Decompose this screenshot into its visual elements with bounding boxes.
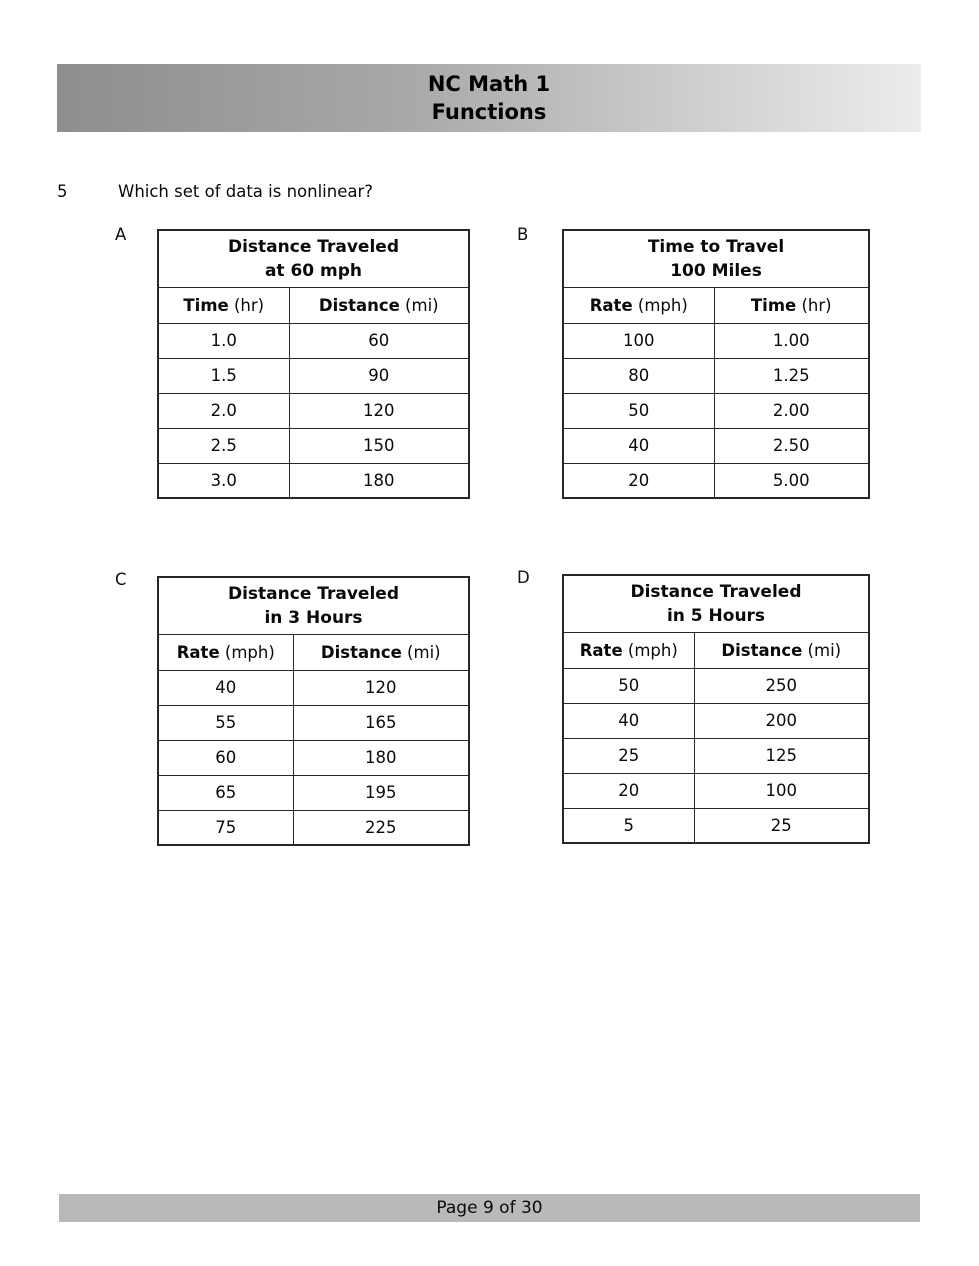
cell: 25 <box>563 738 694 773</box>
col-unit: (hr) <box>228 295 265 315</box>
cell: 2.00 <box>714 393 869 428</box>
header-title-line2: Functions <box>431 100 547 124</box>
option-label-d: D <box>517 568 530 587</box>
table-d-col1-header <box>563 632 694 668</box>
cell: 195 <box>293 775 469 810</box>
table-d-title-line1: Distance Traveled <box>630 581 802 602</box>
col-name: Rate <box>579 640 623 660</box>
cell: 40 <box>158 670 293 705</box>
table-row <box>563 808 869 843</box>
table-row <box>158 358 469 393</box>
cell: 1.00 <box>714 323 869 358</box>
cell: 100 <box>563 323 714 358</box>
table-row <box>158 670 469 705</box>
cell: 200 <box>694 703 869 738</box>
table-row <box>158 740 469 775</box>
cell: 20 <box>563 773 694 808</box>
option-label-b: B <box>517 225 529 244</box>
table-a-title-line1: Distance Traveled <box>227 236 399 257</box>
cell: 180 <box>293 740 469 775</box>
option-c-table <box>157 576 470 846</box>
footer-banner <box>59 1194 920 1222</box>
cell: 25 <box>694 808 869 843</box>
table-row <box>563 463 869 498</box>
header-banner <box>57 64 921 132</box>
table-a-col1-header <box>158 287 289 323</box>
header-title-line1: NC Math 1 <box>427 72 551 96</box>
table-b-col2-header <box>714 287 869 323</box>
col-name: Rate <box>176 642 220 662</box>
col-name: Distance <box>320 642 402 662</box>
col-unit: (mph) <box>219 642 275 662</box>
cell: 3.0 <box>158 463 289 498</box>
cell: 1.25 <box>714 358 869 393</box>
cell: 1.5 <box>158 358 289 393</box>
table-c-title-line2: in 3 Hours <box>264 607 363 628</box>
table-b-title <box>563 230 869 287</box>
cell: 120 <box>289 393 469 428</box>
cell: 80 <box>563 358 714 393</box>
cell: 55 <box>158 705 293 740</box>
cell: 165 <box>293 705 469 740</box>
col-unit: (hr) <box>796 295 832 315</box>
cell: 5 <box>563 808 694 843</box>
cell: 65 <box>158 775 293 810</box>
table-row <box>158 705 469 740</box>
cell: 2.0 <box>158 393 289 428</box>
cell: 225 <box>293 810 469 845</box>
table-d-col2-header <box>694 632 869 668</box>
cell: 250 <box>694 668 869 703</box>
col-unit: (mph) <box>622 640 678 660</box>
option-label-a: A <box>115 225 127 244</box>
cell: 20 <box>563 463 714 498</box>
table-d-title-line2: in 5 Hours <box>666 605 766 626</box>
cell: 150 <box>289 428 469 463</box>
cell: 50 <box>563 393 714 428</box>
table-row <box>563 668 869 703</box>
col-name: Time <box>750 295 797 315</box>
option-d-table <box>562 574 870 844</box>
cell: 40 <box>563 703 694 738</box>
table-row <box>563 323 869 358</box>
col-name: Time <box>183 295 229 315</box>
table-row <box>158 810 469 845</box>
option-a-table <box>157 229 470 499</box>
cell: 75 <box>158 810 293 845</box>
table-row <box>158 393 469 428</box>
cell: 60 <box>158 740 293 775</box>
col-unit: (mi) <box>401 642 441 662</box>
cell: 180 <box>289 463 469 498</box>
cell: 100 <box>694 773 869 808</box>
table-row <box>563 393 869 428</box>
cell: 2.5 <box>158 428 289 463</box>
cell: 1.0 <box>158 323 289 358</box>
page-indicator: Page 9 of 30 <box>436 1198 543 1218</box>
col-name: Rate <box>589 295 633 315</box>
table-row <box>563 738 869 773</box>
table-b-col1-header <box>563 287 714 323</box>
question-number: 5 <box>57 182 68 201</box>
col-unit: (mph) <box>632 295 688 315</box>
cell: 40 <box>563 428 714 463</box>
option-b-table <box>562 229 870 499</box>
option-label-c: C <box>115 570 127 589</box>
table-c-title <box>158 577 469 634</box>
question-text: Which set of data is nonlinear? <box>118 182 374 201</box>
table-row <box>563 428 869 463</box>
table-c-col2-header <box>293 634 469 670</box>
cell: 50 <box>563 668 694 703</box>
table-row <box>158 463 469 498</box>
table-a-title <box>158 230 469 287</box>
table-a-col2-header <box>289 287 469 323</box>
col-name: Distance <box>318 295 400 315</box>
table-row <box>563 773 869 808</box>
table-b-title-line2: 100 Miles <box>670 260 762 281</box>
col-unit: (mi) <box>399 295 439 315</box>
cell: 60 <box>289 323 469 358</box>
cell: 90 <box>289 358 469 393</box>
table-c-col1-header <box>158 634 293 670</box>
table-row <box>158 323 469 358</box>
cell: 5.00 <box>714 463 869 498</box>
table-row <box>563 358 869 393</box>
table-b-title-line1: Time to Travel <box>647 236 785 257</box>
table-a-title-line2: at 60 mph <box>264 260 363 281</box>
table-row <box>158 775 469 810</box>
table-d-title <box>563 575 869 632</box>
table-row <box>158 428 469 463</box>
col-name: Distance <box>721 640 803 660</box>
table-c-title-line1: Distance Traveled <box>227 583 399 604</box>
cell: 120 <box>293 670 469 705</box>
cell: 2.50 <box>714 428 869 463</box>
cell: 125 <box>694 738 869 773</box>
table-row <box>563 703 869 738</box>
col-unit: (mi) <box>802 640 842 660</box>
